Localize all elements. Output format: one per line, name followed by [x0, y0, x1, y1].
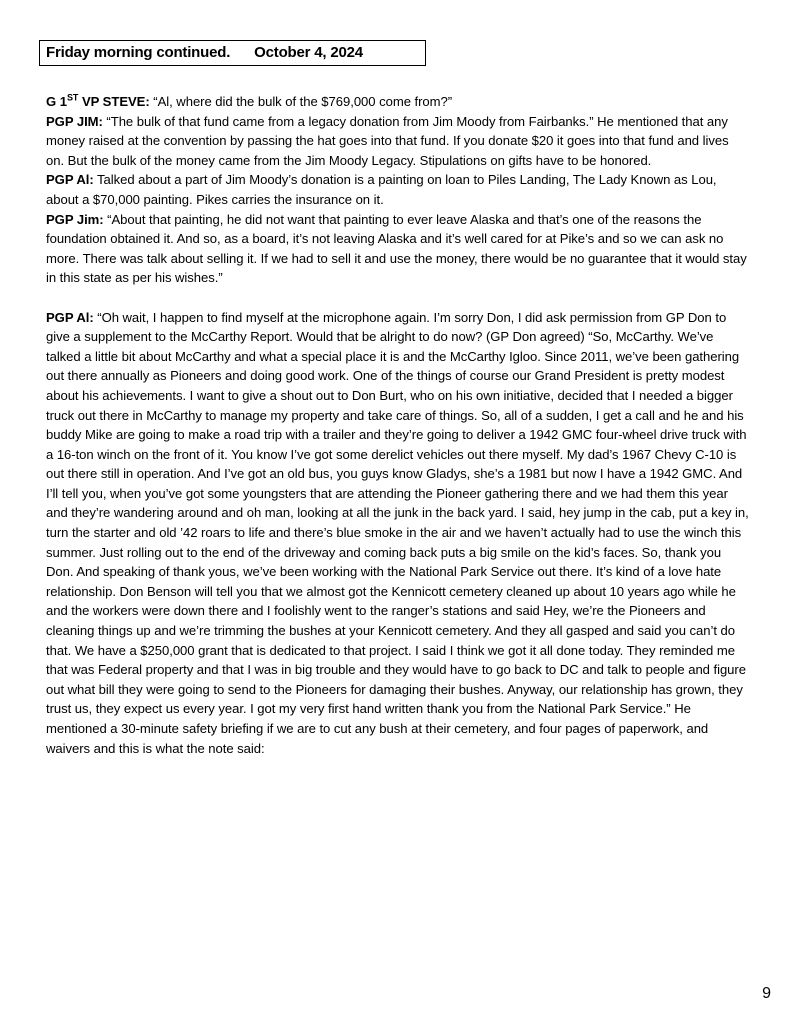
transcript-paragraph — [46, 308, 750, 759]
page-number: 9 — [762, 985, 771, 1002]
transcript-paragraph — [46, 112, 750, 171]
transcript-body — [46, 92, 750, 758]
paragraph-text: “Al, where did the bulk of the $769,000 come from?” — [149, 94, 453, 109]
speaker-label: PGP Al: — [46, 172, 94, 188]
speaker-label: PGP Jim: — [46, 211, 104, 227]
transcript-paragraph — [46, 92, 750, 112]
paragraph-text: “The bulk of that fund came from a legacy donation from Jim Moody from Fairbanks.” He mentioned that any money raised at the convention by passing the hat goes into that fund. If you donate $20 it goes into that fund and lives on. But the bulk of the money came from the Jim Moody Legacy. Stipulations on gifts have to be honored. — [46, 113, 729, 168]
section-header — [46, 44, 363, 61]
transcript-paragraph — [46, 170, 750, 209]
session-label: Friday morning continued. — [46, 44, 231, 61]
transcript-paragraph — [46, 210, 750, 288]
speaker-label: G 1ST VP STEVE: — [46, 92, 150, 109]
speaker-label: PGP Al: — [46, 309, 94, 325]
paragraph-text: “Oh wait, I happen to find myself at the microphone again. I’m sorry Don, I did ask permission from GP Don to give a supplement to the McCarthy Report. Would that be alright to do now? (GP Don agreed) “So, McCarthy. We’ve talked a little bit about McCarthy and what a special place it is and the McCarthy Igloo. Since 2011, we’ve been gathering out there annually as Pioneers and doing good work. One of the things of course our Grand President is pretty modest about his achievements. I want to give a shout out to Don Burt, who on his own initiative, decided that I needed a bigger truck out there in McCarthy to manage my property and take care of things. So, all of a sudden, I get a call and he and his buddy Mike are going to make a road trip with a trailer and they’re going to deliver a 1942 GMC four-wheel drive truck with a 16-ton winch on the front of it. You know I’ve got some derelict vehicles out there myself. My dad’s 1967 Chevy C-10 is out there still in operation. And I’ve got an old bus, you guys know Gladys, she’s a 1981 but now I have a 1942 GMC. And I’ll tell you, when you’ve got some youngsters that are attending the Pioneer gathering there and we had them this year and they’re wandering around and oh man, looking at all the junk in the back yard. I said, hey jump in the cab, put a key in, turn the starter and old ’42 roars to life and there’s blue smoke in the air and we haven’t actually had to use the winch this summer. Just rolling out to the end of the driveway and coming back puts a big smile on the kid’s faces. So, thank you Don. And speaking of thank yous, we’ve been working with the National Park Service out there. It’s kind of a love hate relationship. Don Benson will tell you that we almost got the Kennicott cemetery cleaned up about 10 years ago while he and the workers were down there and I foolishly went to the ranger’s stations and said Hey, we’re the Pioneers and cleaning things up and we’re trimming the bushes at your Kennicott cemetery. And they all gasped and said you can’t do that. We have a $250,000 grant that is dedicated to that project. I said I think we got it all done today. They reminded me that was Federal property and that I was in big trouble and they would have to go back to DC and talk to people and figure out what bill they were going to send to the Pioneers for damaging their bushes. Anyway, our relationship has grown, they trust us, they expect us every year. I got my very first hand written thank you from the National Park Service.” He mentioned a 30-minute safety briefing if we are to cut any bush at their cemetery, and four pages of paperwork, and waivers and this is what the note said: — [46, 309, 749, 756]
section-header-box — [39, 40, 426, 66]
paragraph-text: Talked about a part of Jim Moody’s donation is a painting on loan to Piles Landing, The Lady Known as Lou, about a $70,000 painting. Pikes carries the insurance on it. — [46, 172, 717, 207]
paragraph-text: “About that painting, he did not want that painting to ever leave Alaska and that’s one of the reasons the foundation obtained it. And so, as a board, it’s not leaving Alaska and it’s well cared for at Pike’s and so we can ask no more. There was talk about selling it. If we had to sell it and use the money, there would be no guarantee that it would stay in this state as per his wishes.” — [46, 211, 747, 286]
speaker-label: PGP JIM: — [46, 113, 103, 129]
paragraph-spacer — [46, 288, 750, 308]
session-date: October 4, 2024 — [254, 44, 363, 61]
